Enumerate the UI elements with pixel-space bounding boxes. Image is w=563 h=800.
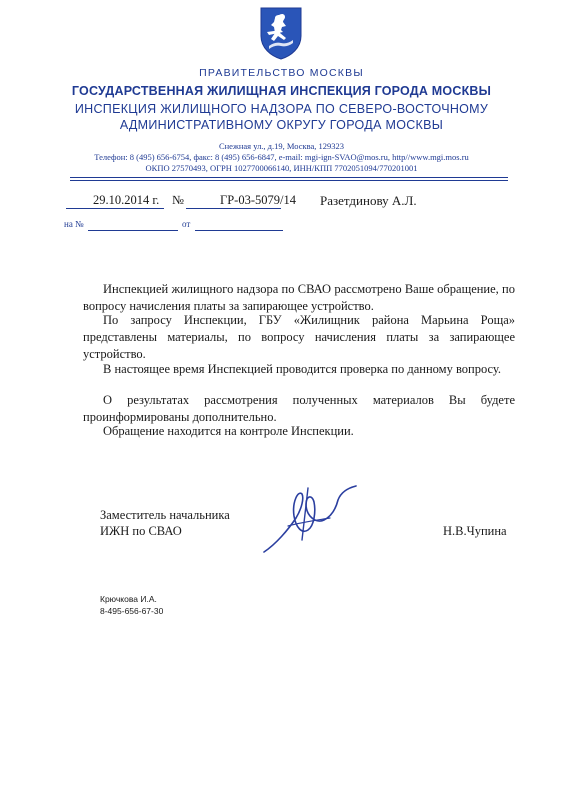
body-paragraph-2: По запросу Инспекции, ГБУ «Жилищник района Марьина Роща» представлены материалы, по вопросу начисления платы за запирающее устройство. (83, 313, 515, 361)
reference-label: на № (64, 219, 84, 229)
addressee: Разетдинову А.Л. (320, 193, 417, 208)
body-paragraph-5: Обращение находится на контроле Инспекции. (103, 424, 354, 438)
government-title: ПРАВИТЕЛЬСТВО МОСКВЫ (199, 67, 364, 79)
signer-position-line2: ИЖН по СВАО (100, 524, 182, 538)
handwritten-signature (258, 482, 368, 562)
postal-address: Снежная ул., д.19, Москва, 129323 (218, 141, 345, 151)
reference-number-blank (88, 230, 178, 231)
signer-position-line1: Заместитель начальника (100, 508, 230, 522)
outgoing-number: ГР-03-5079/14 (220, 193, 296, 207)
date-underline (66, 208, 164, 209)
executor-phone: 8-495-656-67-30 (100, 606, 164, 616)
moscow-coat-of-arms-icon (259, 6, 303, 60)
registration-codes: ОКПО 27570493, ОГРН 1027700066140, ИНН/КПП 7702051094/770201001 (145, 163, 418, 173)
body-paragraph-1: Инспекцией жилищного надзора по СВАО рассмотрено Ваше обращение, по вопросу начисления платы за запирающее устройство. (83, 282, 515, 313)
executor-name: Крючкова И.А. (100, 594, 157, 604)
inspection-title: ГОСУДАРСТВЕННАЯ ЖИЛИЩНАЯ ИНСПЕКЦИЯ ГОРОДА МОСКВЫ (71, 84, 492, 98)
number-underline (186, 208, 281, 209)
body-paragraph-3: В настоящее время Инспекцией проводится проверка по данному вопросу. (103, 362, 502, 376)
contact-info: Телефон: 8 (495) 656-6754, факс: 8 (495) 656-6847, e-mail: mgi-ign-SVAO@mos.ru, http//www.mgi.mos.ru (94, 152, 469, 162)
signer-name: Н.В.Чупина (443, 524, 507, 538)
reference-date-blank (195, 230, 283, 231)
department-title-line2: АДМИНИСТРАТИВНОМУ ОКРУГУ ГОРОДА МОСКВЫ (119, 118, 444, 132)
header-divider-bottom (70, 180, 508, 181)
reference-from-label: от (182, 219, 191, 229)
header-divider-top (70, 177, 508, 178)
department-title-line1: ИНСПЕКЦИЯ ЖИЛИЩНОГО НАДЗОРА ПО СЕВЕРО-ВОСТОЧНОМУ (74, 102, 489, 116)
body-paragraph-4: О результатах рассмотрения полученных материалов Вы будете проинформированы дополнительно. (83, 393, 515, 424)
outgoing-number-sign: № (172, 193, 184, 207)
outgoing-date: 29.10.2014 г. (93, 193, 160, 207)
